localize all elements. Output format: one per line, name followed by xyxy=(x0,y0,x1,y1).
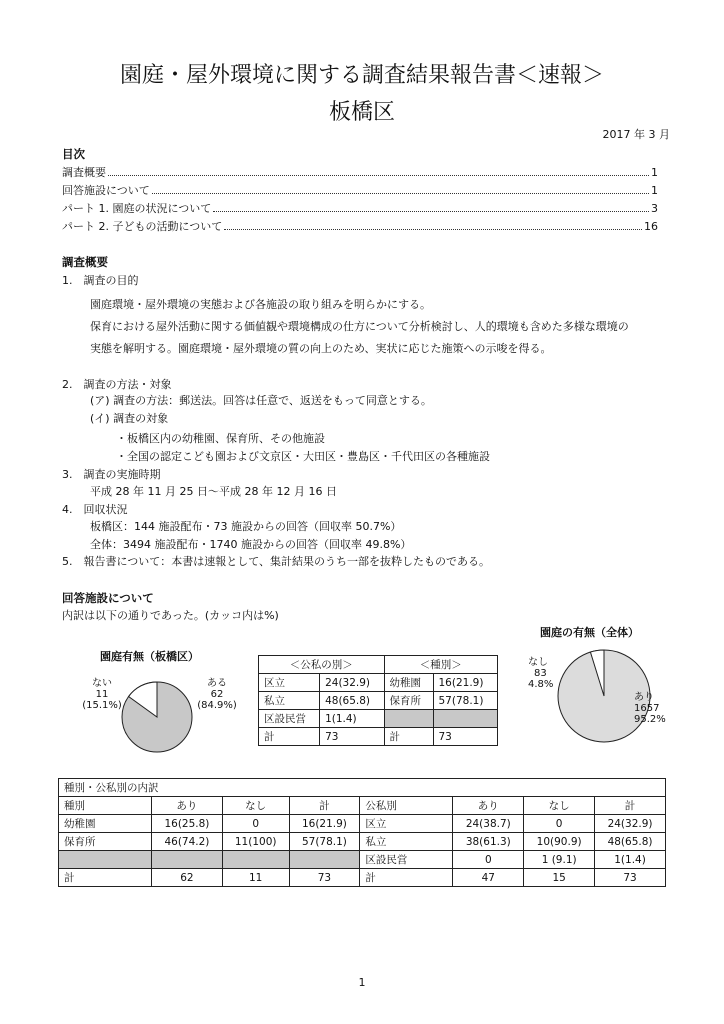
cell: 10(90.9) xyxy=(524,833,595,851)
cell: 0 xyxy=(453,851,524,869)
cell: 16(25.8) xyxy=(152,815,223,833)
pie-local-title: 園庭有無（板橋区） xyxy=(100,650,199,663)
pie-local-no-label: ない 11 (15.1%) xyxy=(82,678,122,711)
cell: 73 xyxy=(433,728,498,746)
pie-local-chart xyxy=(120,680,194,754)
toc-item[interactable] xyxy=(62,182,658,198)
report-note: 5. 報告書について：本書は速報として、集計結果のうち一部を抜粋したものである。 xyxy=(62,555,491,568)
toc-leader xyxy=(152,192,649,194)
target-heading: (イ) 調査の対象 xyxy=(90,412,169,425)
cell: 47 xyxy=(453,869,524,887)
empty-cell xyxy=(152,851,223,869)
cell: 区立 xyxy=(259,674,320,692)
toc-item-label: パート 2. 子どもの活動について xyxy=(62,220,223,233)
empty-cell xyxy=(59,851,152,869)
report-subtitle: 板橋区 xyxy=(328,100,395,125)
pie-all-title: 園庭の有無（全体） xyxy=(540,626,639,639)
purpose-line: 園庭環境・屋外環境の実態および各施設の取り組みを明らかにする。 xyxy=(90,298,431,311)
table-row xyxy=(59,851,666,869)
report-title: 園庭・屋外環境に関する調査結果報告書＜速報＞ xyxy=(119,63,604,88)
cell: 73 xyxy=(320,728,384,746)
column-header: あり xyxy=(453,797,524,815)
target-line: ・板橋区内の幼稚園、保育所、その他施設 xyxy=(116,432,325,445)
cell: 幼稚園 xyxy=(59,815,152,833)
toc-leader xyxy=(213,210,649,212)
pie-all-yes-label: あり 1657 95.2% xyxy=(634,692,666,725)
table-row xyxy=(259,728,498,746)
cell: 73 xyxy=(595,869,666,887)
toc-item-label: 回答施設について xyxy=(62,184,150,197)
column-header: あり xyxy=(152,797,223,815)
column-header: 計 xyxy=(595,797,666,815)
cell: 1(1.4) xyxy=(320,710,384,728)
toc-item-page: 1 xyxy=(651,166,658,179)
table-row xyxy=(259,674,498,692)
toc-item-page: 1 xyxy=(651,184,658,197)
table-row xyxy=(59,815,666,833)
cell: 48(65.8) xyxy=(595,833,666,851)
overview-heading: 調査概要 xyxy=(62,255,108,269)
cell: 48(65.8) xyxy=(320,692,384,710)
cell: 区設民営 xyxy=(360,851,453,869)
period-line: 平成 28 年 11 月 25 日～平成 28 年 12 月 16 日 xyxy=(90,485,337,498)
cell: 保育所 xyxy=(384,692,433,710)
purpose-line: 実態を解明する。園庭環境・屋外環境の質の向上のため、実状に応じた施策への示唆を得る。 xyxy=(90,342,552,355)
table-row xyxy=(59,869,666,887)
empty-cell xyxy=(384,710,433,728)
cell: 計 xyxy=(59,869,152,887)
toc-item-page: 3 xyxy=(651,202,658,215)
cell: 73 xyxy=(289,869,360,887)
toc-item[interactable] xyxy=(62,200,658,216)
public-private-header: ＜公私の別＞ xyxy=(259,656,385,674)
cell: 62 xyxy=(152,869,223,887)
cell: 11(100) xyxy=(222,833,289,851)
cell: 幼稚園 xyxy=(384,674,433,692)
cell: 24(38.7) xyxy=(453,815,524,833)
cell: 24(32.9) xyxy=(595,815,666,833)
toc-item[interactable] xyxy=(62,164,658,180)
cell: 46(74.2) xyxy=(152,833,223,851)
cell: 38(61.3) xyxy=(453,833,524,851)
column-header: なし xyxy=(222,797,289,815)
empty-cell xyxy=(289,851,360,869)
breakdown-caption: 種別・公私別の内訳 xyxy=(59,779,666,797)
breakdown-table xyxy=(58,778,666,887)
column-header: 種別 xyxy=(59,797,152,815)
empty-cell xyxy=(222,851,289,869)
column-header: なし xyxy=(524,797,595,815)
facility-summary-table xyxy=(258,655,498,746)
cell: 1(1.4) xyxy=(595,851,666,869)
cell: 保育所 xyxy=(59,833,152,851)
cell: 24(32.9) xyxy=(320,674,384,692)
table-row xyxy=(259,710,498,728)
table-row xyxy=(59,833,666,851)
toc-item-label: 調査概要 xyxy=(62,166,106,179)
respondents-intro: 内訳は以下の通りであった。(カッコ内は%) xyxy=(62,609,279,622)
method-line: (ア) 調査の方法：郵送法。回答は任意で、返送をもって同意とする。 xyxy=(90,394,432,407)
cell: 計 xyxy=(384,728,433,746)
purpose-line: 保育における屋外活動に関する価値観や環境構成の仕方について分析検討し、人的環境も含めた多様な環境の xyxy=(90,320,629,333)
cell: 1 (9.1) xyxy=(524,851,595,869)
cell: 私立 xyxy=(360,833,453,851)
toc-item-label: パート 1. 園庭の状況について xyxy=(62,202,212,215)
respondents-heading: 回答施設について xyxy=(62,591,154,605)
cell: 0 xyxy=(222,815,289,833)
pie-all-no-label: なし 83 4.8% xyxy=(528,657,554,690)
cell: 16(21.9) xyxy=(289,815,360,833)
collection-line: 板橋区：144 施設配布・73 施設からの回答（回収率 50.7%） xyxy=(90,520,402,533)
table-header-row xyxy=(59,797,666,815)
report-date: 2017 年 3 月 xyxy=(602,128,670,141)
cell: 57(78.1) xyxy=(433,692,498,710)
period-heading: 3. 調査の実施時期 xyxy=(62,468,161,481)
method-heading: 2. 調査の方法・対象 xyxy=(62,378,172,391)
pie-local-yes-label: ある 62 (84.9%) xyxy=(197,678,237,711)
target-line: ・全国の認定こども園および文京区・大田区・豊島区・千代田区の各種施設 xyxy=(116,450,490,463)
purpose-heading: 1. 調査の目的 xyxy=(62,274,139,287)
page-number: 1 xyxy=(358,976,366,989)
cell: 区立 xyxy=(360,815,453,833)
toc-leader xyxy=(108,174,649,176)
collection-line: 全体：3494 施設配布・1740 施設からの回答（回収率 49.8%） xyxy=(90,538,412,551)
empty-cell xyxy=(433,710,498,728)
cell: 0 xyxy=(524,815,595,833)
cell: 16(21.9) xyxy=(433,674,498,692)
collection-heading: 4. 回収状況 xyxy=(62,503,128,516)
toc-leader xyxy=(224,228,642,230)
column-header: 計 xyxy=(289,797,360,815)
cell: 私立 xyxy=(259,692,320,710)
cell: 11 xyxy=(222,869,289,887)
cell: 区設民営 xyxy=(259,710,320,728)
column-header: 公私別 xyxy=(360,797,453,815)
toc-item[interactable] xyxy=(62,218,658,234)
cell: 15 xyxy=(524,869,595,887)
table-row xyxy=(259,692,498,710)
cell: 計 xyxy=(360,869,453,887)
type-header: ＜種別＞ xyxy=(384,656,497,674)
toc-heading: 目次 xyxy=(62,147,85,161)
cell: 57(78.1) xyxy=(289,833,360,851)
toc-item-page: 16 xyxy=(644,220,658,233)
cell: 計 xyxy=(259,728,320,746)
